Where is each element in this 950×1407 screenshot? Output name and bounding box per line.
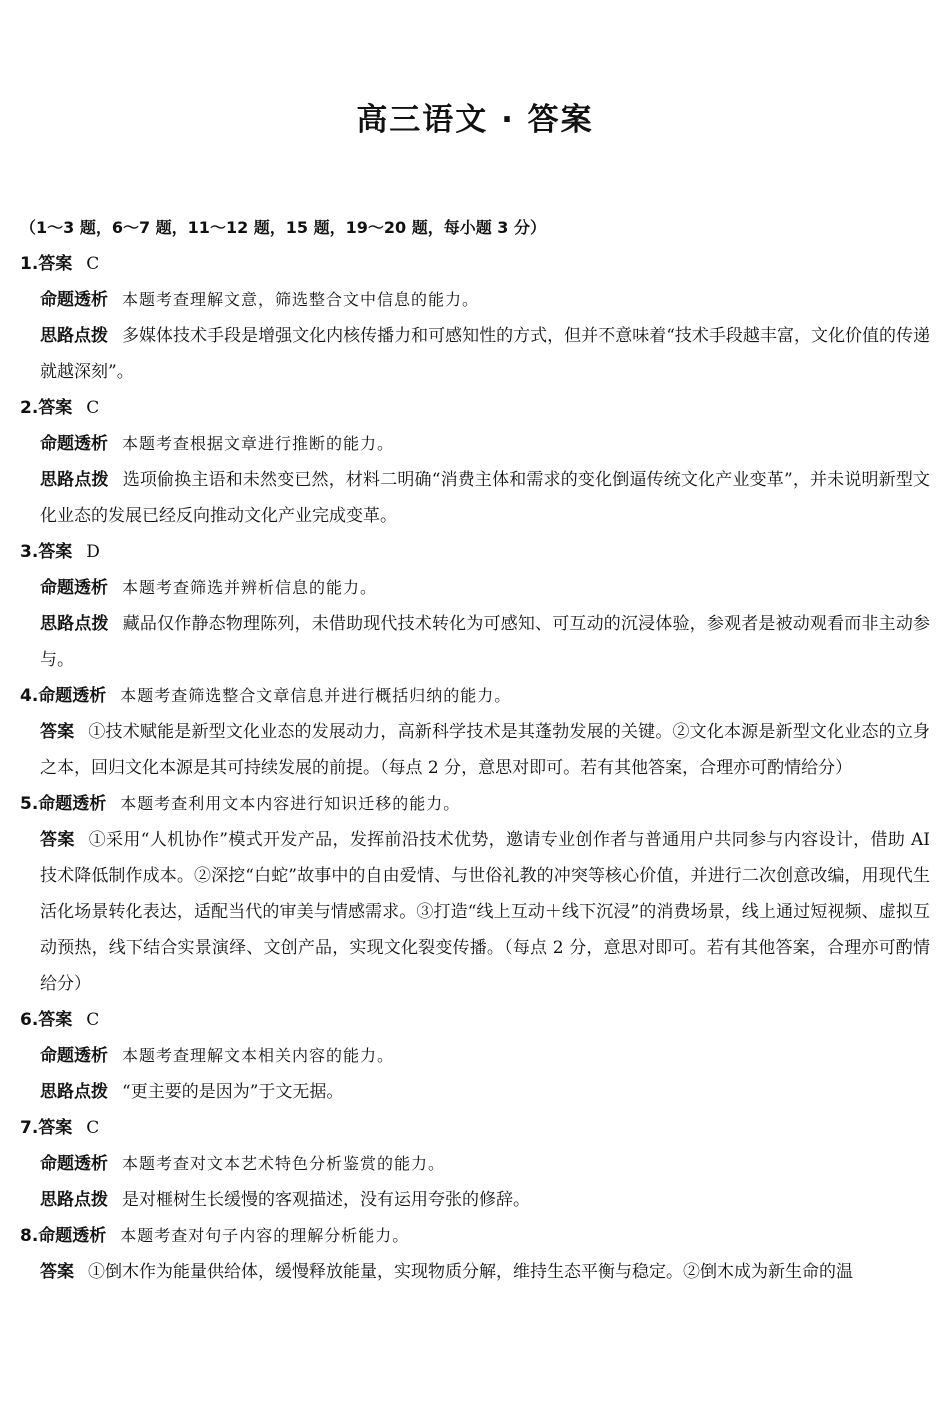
analysis-text: 本题考查利用文本内容进行知识迁移的能力。 [120,794,461,813]
hint-text: 选项偷换主语和未然变已然，材料二明确“消费主体和需求的变化倒逼传统文化产业变革”，并未说明新型文化业态的发展已经反向推动文化产业完成变革。 [40,470,931,526]
analysis-text: 本题考查筛选并辨析信息的能力。 [122,578,378,597]
hint-label: 思路点拨 [40,470,109,490]
answer-label: 答案 [40,830,75,850]
page-title: 高三语文 · 答案 [356,102,594,138]
hint-label: 思路点拨 [40,326,109,346]
question-3-answer [20,534,930,570]
answer-text: ①采用“人机协作”模式开发产品，发挥前沿技术优势，邀请专业创作者与普通用户共同参与内容设计，借助 AI 技术降低制作成本。②深挖“白蛇”故事中的自由爱情、与世俗礼教的冲突等核心价值，并进行二次创意改编，用现代生活化场景转化表达，适配当代的审美与情感需求。③打造“线上互动＋线下沉浸”的消费场景，线上通过短视频、虚拟互动预热，线下结合实景演绎、文创产品，实现文化裂变传播。（每点 2 分，意思对即可。若有其他答案，合理亦可酌情给分） [40,830,930,994]
analysis-text: 本题考查筛选整合文章信息并进行概括归纳的能力。 [120,686,512,705]
answer-choice: C [86,398,100,418]
hint-text: 藏品仅作静态物理陈列，未借助现代技术转化为可感知、可互动的沉浸体验，参观者是被动观看而非主动参与。 [40,614,931,670]
analysis-label: 命题透析 [38,794,107,814]
hint-text: 是对榧树生长缓慢的客观描述，没有运用夸张的修辞。 [122,1190,530,1210]
question-1-answer [20,246,930,282]
hint-text: “更主要的是因为”于文无据。 [122,1082,344,1102]
question-8-answer [20,1254,930,1290]
question-number: 2. [20,398,39,418]
question-number: 3. [20,542,39,562]
answer-content [20,210,930,1290]
analysis-text: 本题考查对句子内容的理解分析能力。 [120,1226,410,1245]
question-7-hint [20,1182,930,1218]
answer-label: 答案 [38,1118,73,1138]
analysis-label: 命题透析 [40,290,108,310]
question-number: 4. [20,686,39,706]
question-1-hint [20,318,930,390]
analysis-text: 本题考查对文本艺术特色分析鉴赏的能力。 [122,1154,446,1173]
analysis-label: 命题透析 [38,686,107,706]
question-5-analysis [20,786,930,822]
question-number: 1. [20,254,39,274]
answer-choice: C [86,1010,100,1030]
analysis-text: 本题考查根据文章进行推断的能力。 [122,434,395,453]
answer-choice: D [86,542,100,562]
question-4-answer [20,714,930,786]
question-6-answer [20,1002,930,1038]
answer-label: 答案 [38,542,73,562]
question-number: 8. [20,1226,39,1246]
analysis-text: 本题考查理解文意，筛选整合文中信息的能力。 [122,290,480,309]
answer-choice: C [86,1118,100,1138]
answer-label: 答案 [38,1010,73,1030]
hint-text: 多媒体技术手段是增强文化内核传播力和可感知性的方式，但并不意味着“技术手段越丰富，文化价值的传递就越深刻”。 [40,326,930,382]
question-7-analysis [20,1146,930,1182]
analysis-label: 命题透析 [40,1046,108,1066]
question-5-answer [20,822,930,1002]
hint-label: 思路点拨 [40,1190,108,1210]
question-3-analysis [20,570,930,606]
question-2-hint [20,462,930,534]
question-8-analysis [20,1218,930,1254]
answer-label: 答案 [40,722,75,742]
analysis-label: 命题透析 [40,434,108,454]
question-number: 5. [20,794,39,814]
analysis-label: 命题透析 [40,578,108,598]
answer-label: 答案 [38,398,73,418]
question-6-hint [20,1074,930,1110]
answer-label: 答案 [38,254,73,274]
answer-label: 答案 [40,1262,74,1282]
question-4-analysis [20,678,930,714]
question-7-answer [20,1110,930,1146]
question-1-analysis [20,282,930,318]
answer-choice: C [86,254,100,274]
analysis-label: 命题透析 [40,1154,108,1174]
hint-label: 思路点拨 [40,614,109,634]
question-number: 7. [20,1118,39,1138]
question-6-analysis [20,1038,930,1074]
question-2-answer [20,390,930,426]
answer-text: ①技术赋能是新型文化业态的发展动力，高新科学技术是其蓬勃发展的关键。②文化本源是新型文化业态的立身之本，回归文化本源是其可持续发展的前提。（每点 2 分，意思对即可。若有其他答案，合理亦可酌情给分） [40,722,931,778]
question-3-hint [20,606,930,678]
question-2-analysis [20,426,930,462]
answer-text: ①倒木作为能量供给体，缓慢释放能量，实现物质分解，维持生态平衡与稳定。②倒木成为新生命的温 [88,1262,853,1282]
analysis-label: 命题透析 [38,1226,107,1246]
scoring-note: （1～3 题，6～7 题，11～12 题，15 题，19～20 题，每小题 3 分） [20,218,546,237]
hint-label: 思路点拨 [40,1082,108,1102]
question-number: 6. [20,1010,39,1030]
analysis-text: 本题考查理解文本相关内容的能力。 [122,1046,395,1065]
